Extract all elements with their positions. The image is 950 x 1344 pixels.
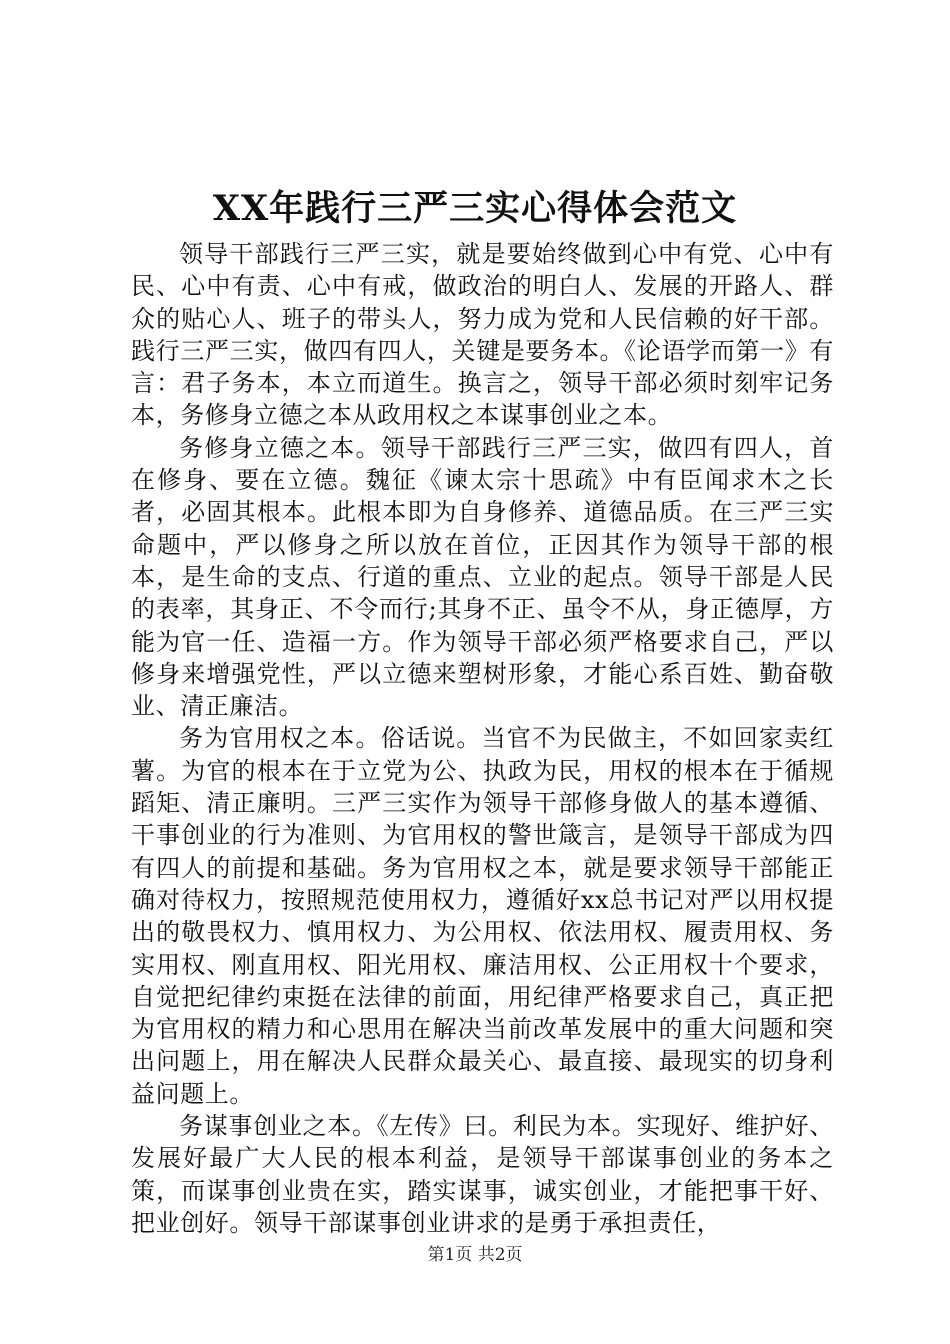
page-footer: 第1页 共2页 — [427, 1245, 523, 1265]
paragraph-intro: 领导干部践行三严三实，就是要始终做到心中有党、心中有民、心中有责、心中有戒，做政治的明白人、发展的开路人、群众的贴心人、班子的带头人，努力成为党和人民信赖的好干部。践行三严三实，做四有四人，关键是要务本。《论语学而第一》有言：君子务本，本立而道生。换言之，领导干部必须时刻牢记务本，务修身立德之本从政用权之本谋事创业之本。 — [131, 240, 834, 430]
document-body — [131, 238, 834, 1239]
paragraph-entrepreneurship: 务谋事创业之本。《左传》曰。利民为本。实现好、维护好、发展好最广大人民的根本利益，是领导干部谋事创业的务本之策，而谋事创业贵在实，踏实谋事，诚实创业，才能把事干好、把业创好。领导干部谋事创业讲求的是勇于承担责任， — [131, 1112, 834, 1237]
paragraph-self-cultivation: 务修身立德之本。领导干部践行三严三实，做四有四人，首在修身、要在立德。魏征《谏太宗十思疏》中有臣闻求木之长者，必固其根本。此根本即为自身修养、道德品质。在三严三实命题中，严以修身之所以放在首位，正因其作为领导干部的根本，是生命的支点、行道的重点、立业的起点。领导干部是人民的表率，其身正、不令而行;其身不正、虽令不从，身正德厚，方能为官一任、造福一方。作为领导干部必须严格要求自己，严以修身来增强党性，严以立德来塑树形象，才能心系百姓、勤奋敬业、清正廉洁。 — [131, 433, 834, 721]
paragraph-use-of-power: 务为官用权之本。俗话说。当官不为民做主，不如回家卖红薯。为官的根本在于立党为公、执政为民，用权的根本在于循规蹈矩、清正廉明。三严三实作为领导干部修身做人的基本遵循、干事创业的行为准则、为官用权的警世箴言，是领导干部成为四有四人的前提和基础。务为官用权之本，就是要求领导干部能正确对待权力，按照规范使用权力，遵循好xx总书记对严以用权提出的敬畏权力、慎用权力、为公用权、依法用权、履责用权、务实用权、刚直用权、阳光用权、廉洁用权、公正用权十个要求，自觉把纪律约束挺在法律的前面，用纪律严格要求自己，真正把为官用权的精力和心思用在解决当前改革发展中的重大问题和突出问题上，用在解决人民群众最关心、最直接、最现实的切身利益问题上。 — [131, 724, 834, 1108]
document-title: XX年践行三严三实心得体会范文 — [212, 188, 738, 229]
